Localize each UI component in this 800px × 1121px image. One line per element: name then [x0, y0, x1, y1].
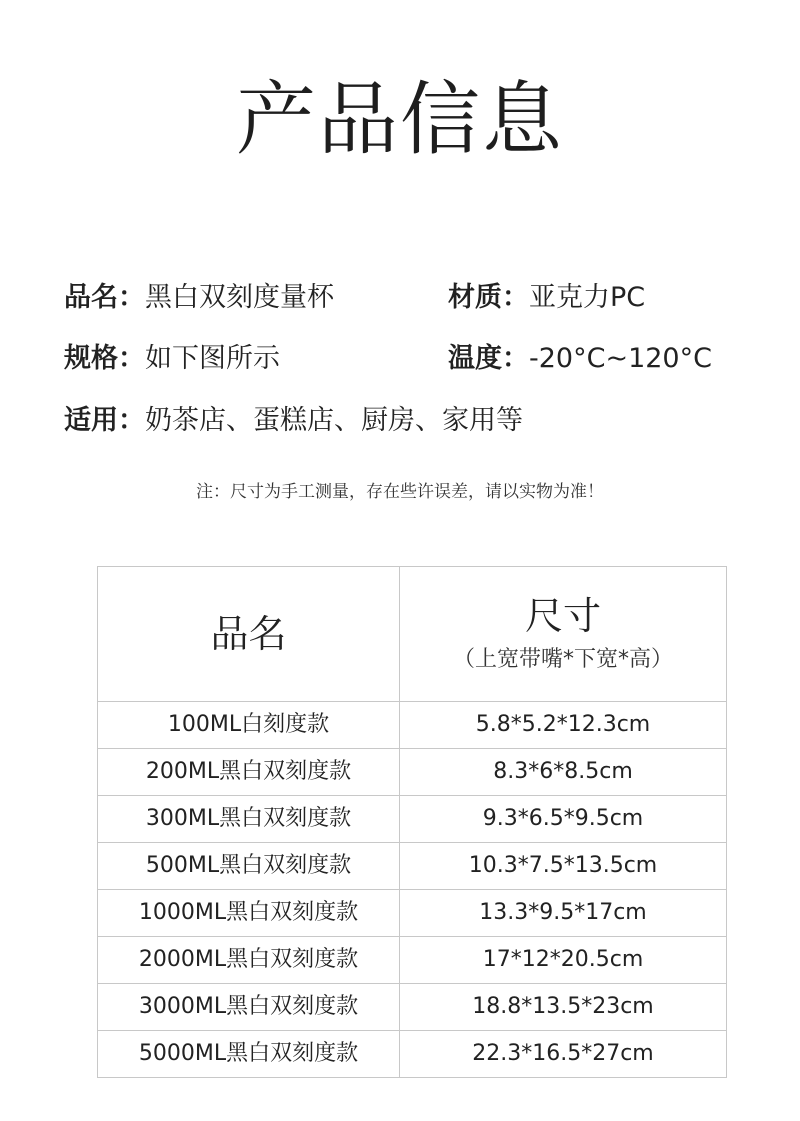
table-header-row [98, 567, 727, 702]
header-size: 尺寸 [524, 594, 601, 638]
measurement-note: 注：尺寸为手工测量，存在些许误差，请以实物为准！ [196, 482, 604, 502]
row-size-cell: 9.3*6.5*9.5cm [400, 796, 727, 843]
table-row [98, 984, 727, 1031]
table-row [98, 937, 727, 984]
usage-value: 奶茶店、蛋糕店、厨房、家用等 [145, 405, 523, 436]
table-row [98, 796, 727, 843]
row-name-cell: 300ML黑白双刻度款 [98, 796, 400, 843]
info-usage [64, 403, 523, 439]
header-size-cell [400, 567, 727, 702]
table-row [98, 749, 727, 796]
header-size-subtitle: （上宽带嘴*下宽*高） [452, 647, 673, 672]
row-size-cell: 5.8*5.2*12.3cm [400, 702, 727, 749]
info-spec [64, 341, 280, 377]
info-material [448, 280, 645, 316]
row-size-cell: 10.3*7.5*13.5cm [400, 843, 727, 890]
spec-value: 如下图所示 [145, 343, 280, 374]
info-temperature [448, 341, 712, 377]
table-row [98, 843, 727, 890]
row-size-cell: 17*12*20.5cm [400, 937, 727, 984]
material-label: 材质： [448, 282, 529, 313]
header-name-cell [98, 567, 400, 702]
spec-label: 规格： [64, 343, 145, 374]
usage-label: 适用： [64, 405, 145, 436]
table-row [98, 702, 727, 749]
row-name-cell: 100ML白刻度款 [98, 702, 400, 749]
row-name-cell: 5000ML黑白双刻度款 [98, 1031, 400, 1078]
material-value: 亚克力PC [529, 282, 646, 313]
row-name-cell: 2000ML黑白双刻度款 [98, 937, 400, 984]
temperature-label: 温度： [448, 343, 529, 374]
page-title: 产品信息 [236, 73, 564, 166]
header-name: 品名 [210, 612, 287, 656]
temperature-value: -20°C~120°C [529, 343, 712, 374]
row-name-cell: 200ML黑白双刻度款 [98, 749, 400, 796]
product-name-label: 品名： [64, 282, 145, 313]
row-name-cell: 500ML黑白双刻度款 [98, 843, 400, 890]
size-table [97, 566, 727, 1078]
info-product-name [64, 280, 334, 316]
table-row [98, 890, 727, 937]
row-size-cell: 13.3*9.5*17cm [400, 890, 727, 937]
row-size-cell: 22.3*16.5*27cm [400, 1031, 727, 1078]
row-name-cell: 1000ML黑白双刻度款 [98, 890, 400, 937]
row-size-cell: 8.3*6*8.5cm [400, 749, 727, 796]
table-row [98, 1031, 727, 1078]
product-name-value: 黑白双刻度量杯 [145, 282, 334, 313]
row-name-cell: 3000ML黑白双刻度款 [98, 984, 400, 1031]
row-size-cell: 18.8*13.5*23cm [400, 984, 727, 1031]
